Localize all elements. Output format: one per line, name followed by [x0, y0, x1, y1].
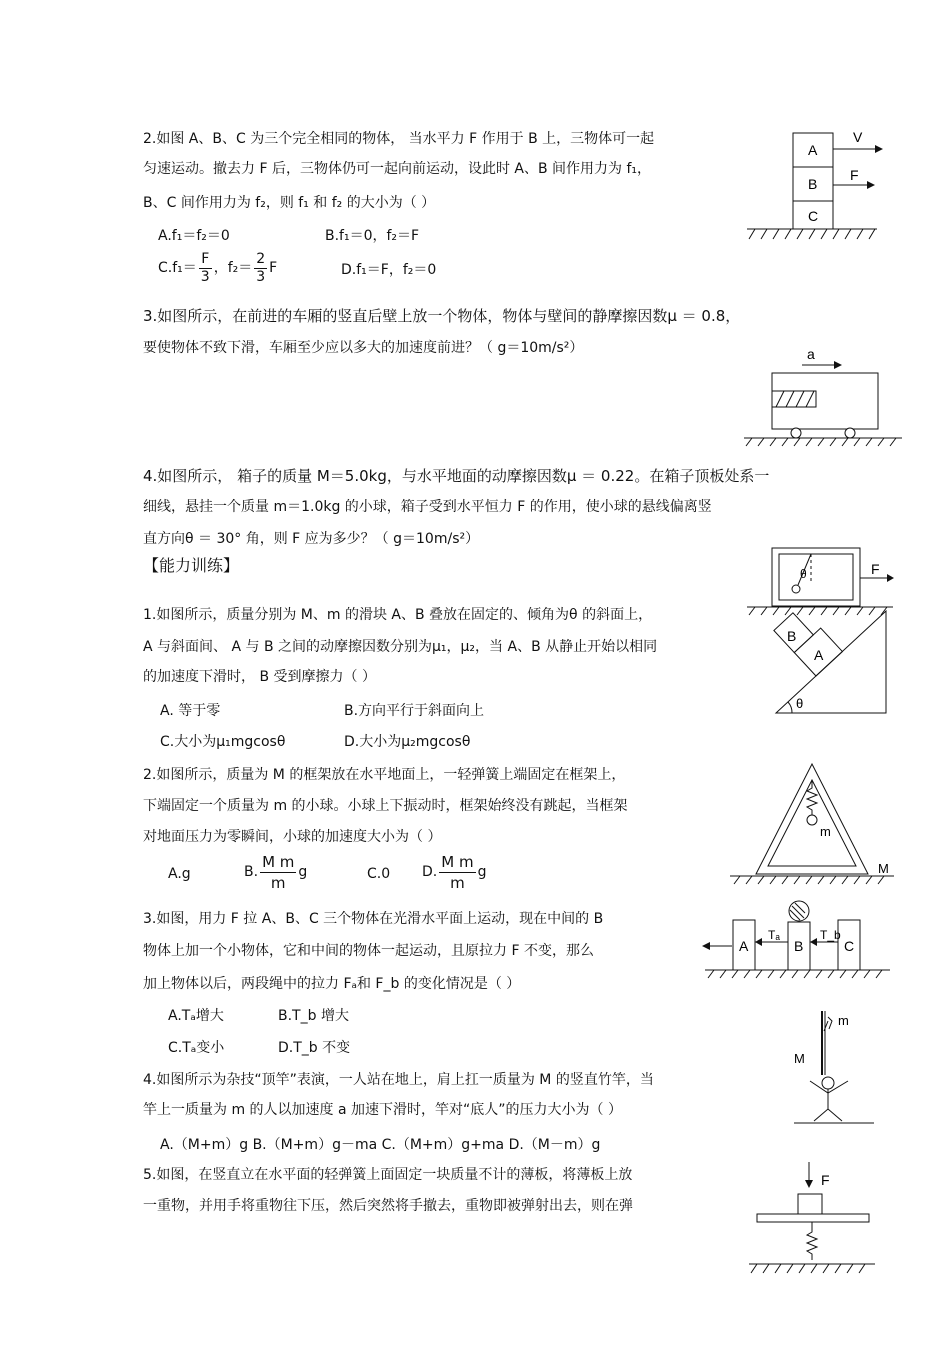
q2-option-c-fraction-2: [254, 251, 267, 286]
p1-option-d: D.大小为μ₂mgcosθ: [344, 734, 471, 750]
base-person-legs: [814, 1109, 842, 1121]
p4-pole-acrobat-figure: [790, 1005, 880, 1135]
p4-line2: 竿上一质量为 m 的人以加速度 a 加速下滑时，竿对“底人”的压力大小为（ ）: [143, 1102, 622, 1118]
p3-option-d: D.T_b 不变: [278, 1040, 351, 1056]
tension-a-arrowhead: [755, 938, 762, 946]
fraction-denominator: 3: [200, 268, 210, 285]
acceleration-arrowhead: [834, 361, 842, 369]
q2-option-c: [158, 250, 277, 286]
fraction-numerator: M m: [262, 852, 295, 871]
box-inner: [779, 554, 853, 600]
fraction-numerator: M m: [441, 852, 474, 871]
p5-line2: 一重物，并用手将重物往下压，然后突然将手撤去，重物即被弹射出去，则在弹: [143, 1198, 633, 1214]
q2-line1: 2.如图 A、B、C 为三个完全相同的物体， 当水平力 F 作用于 B 上，三物体可一起: [143, 131, 655, 147]
fraction-numerator: F: [199, 251, 212, 269]
p2-option-b-prefix: B.: [244, 864, 259, 880]
ground-hatching: [734, 876, 884, 884]
q3-line2: 要使物体不致下滑，车厢至少应以多大的加速度前进？（ g＝10m/s²）: [143, 340, 584, 356]
label-f: F: [850, 167, 859, 183]
q4-line2: 细线，悬挂一个质量 m＝1.0kg 的小球，箱子受到水平恒力 F 的作用，使小球的悬线偏离竖: [143, 499, 712, 515]
p4-line1: 4.如图所示为杂技“顶竿”表演，一人站在地上，肩上扛一质量为 M 的竖直竹竿，当: [143, 1072, 654, 1088]
label-tb: T_b: [820, 928, 841, 942]
label-a: A: [739, 938, 749, 954]
velocity-arrowhead: [875, 145, 883, 153]
q2-option-d: D.f₁＝F，f₂＝0: [341, 262, 437, 278]
p1-line2: A 与斜面间、 A 与 B 之间的动摩擦因数分别为μ₁，μ₂，当 A、B 从静止开始以相同: [143, 639, 658, 655]
p5-spring-plate-figure: [745, 1160, 880, 1280]
label-v: V: [853, 129, 863, 145]
fraction-denominator: m: [450, 873, 465, 892]
label-b: B: [794, 938, 804, 954]
label-ta: Tₐ: [768, 928, 780, 942]
label-acceleration: a: [807, 346, 815, 362]
force-arrowhead: [805, 1180, 813, 1188]
label-a: A: [808, 142, 818, 158]
base-person-head: [822, 1077, 834, 1089]
label-theta: θ: [800, 567, 807, 581]
p2-line1: 2.如图所示，质量为 M 的框架放在水平地面上，一轻弹簧上端固定在框架上，: [143, 767, 626, 783]
p2-option-b: [244, 850, 307, 894]
label-a: A: [814, 647, 824, 663]
p3-option-c: C.Tₐ变小: [168, 1040, 225, 1056]
wheel-right: [845, 428, 855, 438]
carriage-body: [772, 373, 878, 429]
label-m: m: [820, 824, 831, 839]
force-arrowhead: [887, 574, 894, 582]
force-arrowhead: [867, 181, 875, 189]
p3-three-blocks-figure: [700, 898, 895, 983]
label-b: B: [808, 176, 818, 192]
p2-option-d: [422, 850, 486, 894]
p2-option-a: A.g: [168, 866, 191, 882]
q3-carriage-figure: [742, 343, 912, 448]
label-f: F: [821, 1172, 830, 1188]
p1-line1: 1.如图所示，质量分别为 M、m 的滑块 A、B 叠放在固定的、倾角为θ 的斜面上，: [143, 607, 653, 623]
p1-incline-figure: [770, 605, 895, 720]
p2-line3: 对地面压力为零瞬间，小球的加速度大小为（ ）: [143, 829, 442, 845]
label-m: m: [838, 1013, 849, 1028]
ground-hatching: [749, 229, 875, 239]
q2-option-a: A.f₁＝f₂＝0: [158, 228, 230, 244]
q2-option-c-prefix: C.f₁＝: [158, 260, 197, 276]
label-c: C: [808, 208, 819, 224]
section-heading: 【能力训练】: [143, 556, 240, 575]
thin-plate: [757, 1214, 869, 1222]
q3-line1: 3.如图所示，在前进的车厢的竖直后壁上放一个物体，物体与壁间的静摩擦因数μ ＝ 0.8，: [143, 307, 741, 325]
p2-option-d-prefix: D.: [422, 864, 438, 880]
spring: [807, 1222, 817, 1260]
p1-line3: 的加速度下滑时， B 受到摩擦力（ ）: [143, 669, 376, 685]
block-on-wall: [772, 391, 816, 407]
ground-hatching: [746, 438, 896, 446]
q2-line2: 匀速运动。撤去力 F 后，三物体仍可一起向前运动，设此时 A、B 间作用力为 f₁，: [143, 161, 652, 177]
p3-line2: 物体上加一个小物体，它和中间的物体一起运动，且原拉力 F 不变，那么: [143, 943, 594, 959]
small-object: [789, 901, 809, 921]
fraction-denominator: 3: [256, 268, 266, 285]
p3-option-a: A.Tₐ增大: [168, 1008, 224, 1024]
q4-line1: 4.如图所示， 箱子的质量 M＝5.0kg，与水平地面的动摩擦因数μ ＝ 0.22。在箱子顶板处系一: [143, 467, 770, 485]
p1-option-b: B.方向平行于斜面向上: [344, 703, 485, 719]
label-b: B: [787, 628, 797, 644]
q2-line3: B、C 间作用力为 f₂，则 f₁ 和 f₂ 的大小为（ ）: [143, 195, 436, 211]
p2-option-d-suffix: g: [477, 864, 487, 880]
p2-line2: 下端固定一个质量为 m 的小球。小球上下振动时，框架始终没有跳起，当框架: [143, 798, 628, 814]
tension-b-arrowhead: [810, 938, 817, 946]
angle-arc: [788, 702, 792, 713]
wheel-left: [791, 428, 801, 438]
p1-option-a: A. 等于零: [160, 703, 221, 719]
q2-stacked-blocks-figure: [745, 125, 885, 245]
label-big-m: M: [878, 861, 889, 876]
label-big-m: M: [794, 1051, 805, 1066]
block-hatching: [776, 391, 814, 407]
label-c: C: [844, 938, 855, 954]
pull-arrowhead: [702, 942, 710, 950]
p2-option-b-fraction: [260, 852, 296, 893]
label-theta: θ: [796, 696, 804, 711]
p3-option-b: B.T_b 增大: [278, 1008, 349, 1024]
p2-frame-spring-figure: [728, 758, 898, 888]
p4-options: A.（M+m）g B.（M+m）g－ma C.（M+m）g+ma D.（M－m）g: [160, 1137, 601, 1153]
ball: [807, 815, 817, 825]
p3-line3: 加上物体以后，两段绳中的拉力 Fₐ和 F_b 的变化情况是（ ）: [143, 976, 521, 992]
q2-option-c-suffix: F: [269, 260, 278, 276]
spring: [807, 780, 817, 815]
fraction-denominator: m: [270, 873, 286, 892]
ground-hatching: [708, 970, 882, 978]
p2-option-d-fraction: [439, 852, 475, 893]
p2-option-b-suffix: g: [298, 864, 308, 880]
label-f: F: [871, 561, 880, 577]
box-outer: [772, 548, 860, 606]
q2-option-c-mid: ，f₂＝: [213, 260, 253, 276]
p5-line1: 5.如图，在竖直立在水平面的轻弹簧上面固定一块质量不计的薄板，将薄板上放: [143, 1167, 633, 1183]
q4-line3: 直方向θ ＝ 30° 角，则 F 应为多少？（ g＝10m/s²）: [143, 531, 480, 547]
fraction-numerator: 2: [256, 250, 266, 267]
pendulum-ball: [792, 585, 800, 593]
p3-line1: 3.如图，用力 F 拉 A、B、C 三个物体在光滑水平面上运动，现在中间的 B: [143, 911, 604, 927]
ground-hatching: [751, 1264, 865, 1273]
q2-option-c-fraction-1: [199, 251, 212, 286]
q2-option-b: B.f₁＝0，f₂＝F: [325, 228, 420, 244]
weight-block: [798, 1194, 822, 1214]
p1-option-c: C.大小为μ₁mgcosθ: [160, 734, 286, 750]
p2-option-c: C.0: [367, 866, 391, 882]
